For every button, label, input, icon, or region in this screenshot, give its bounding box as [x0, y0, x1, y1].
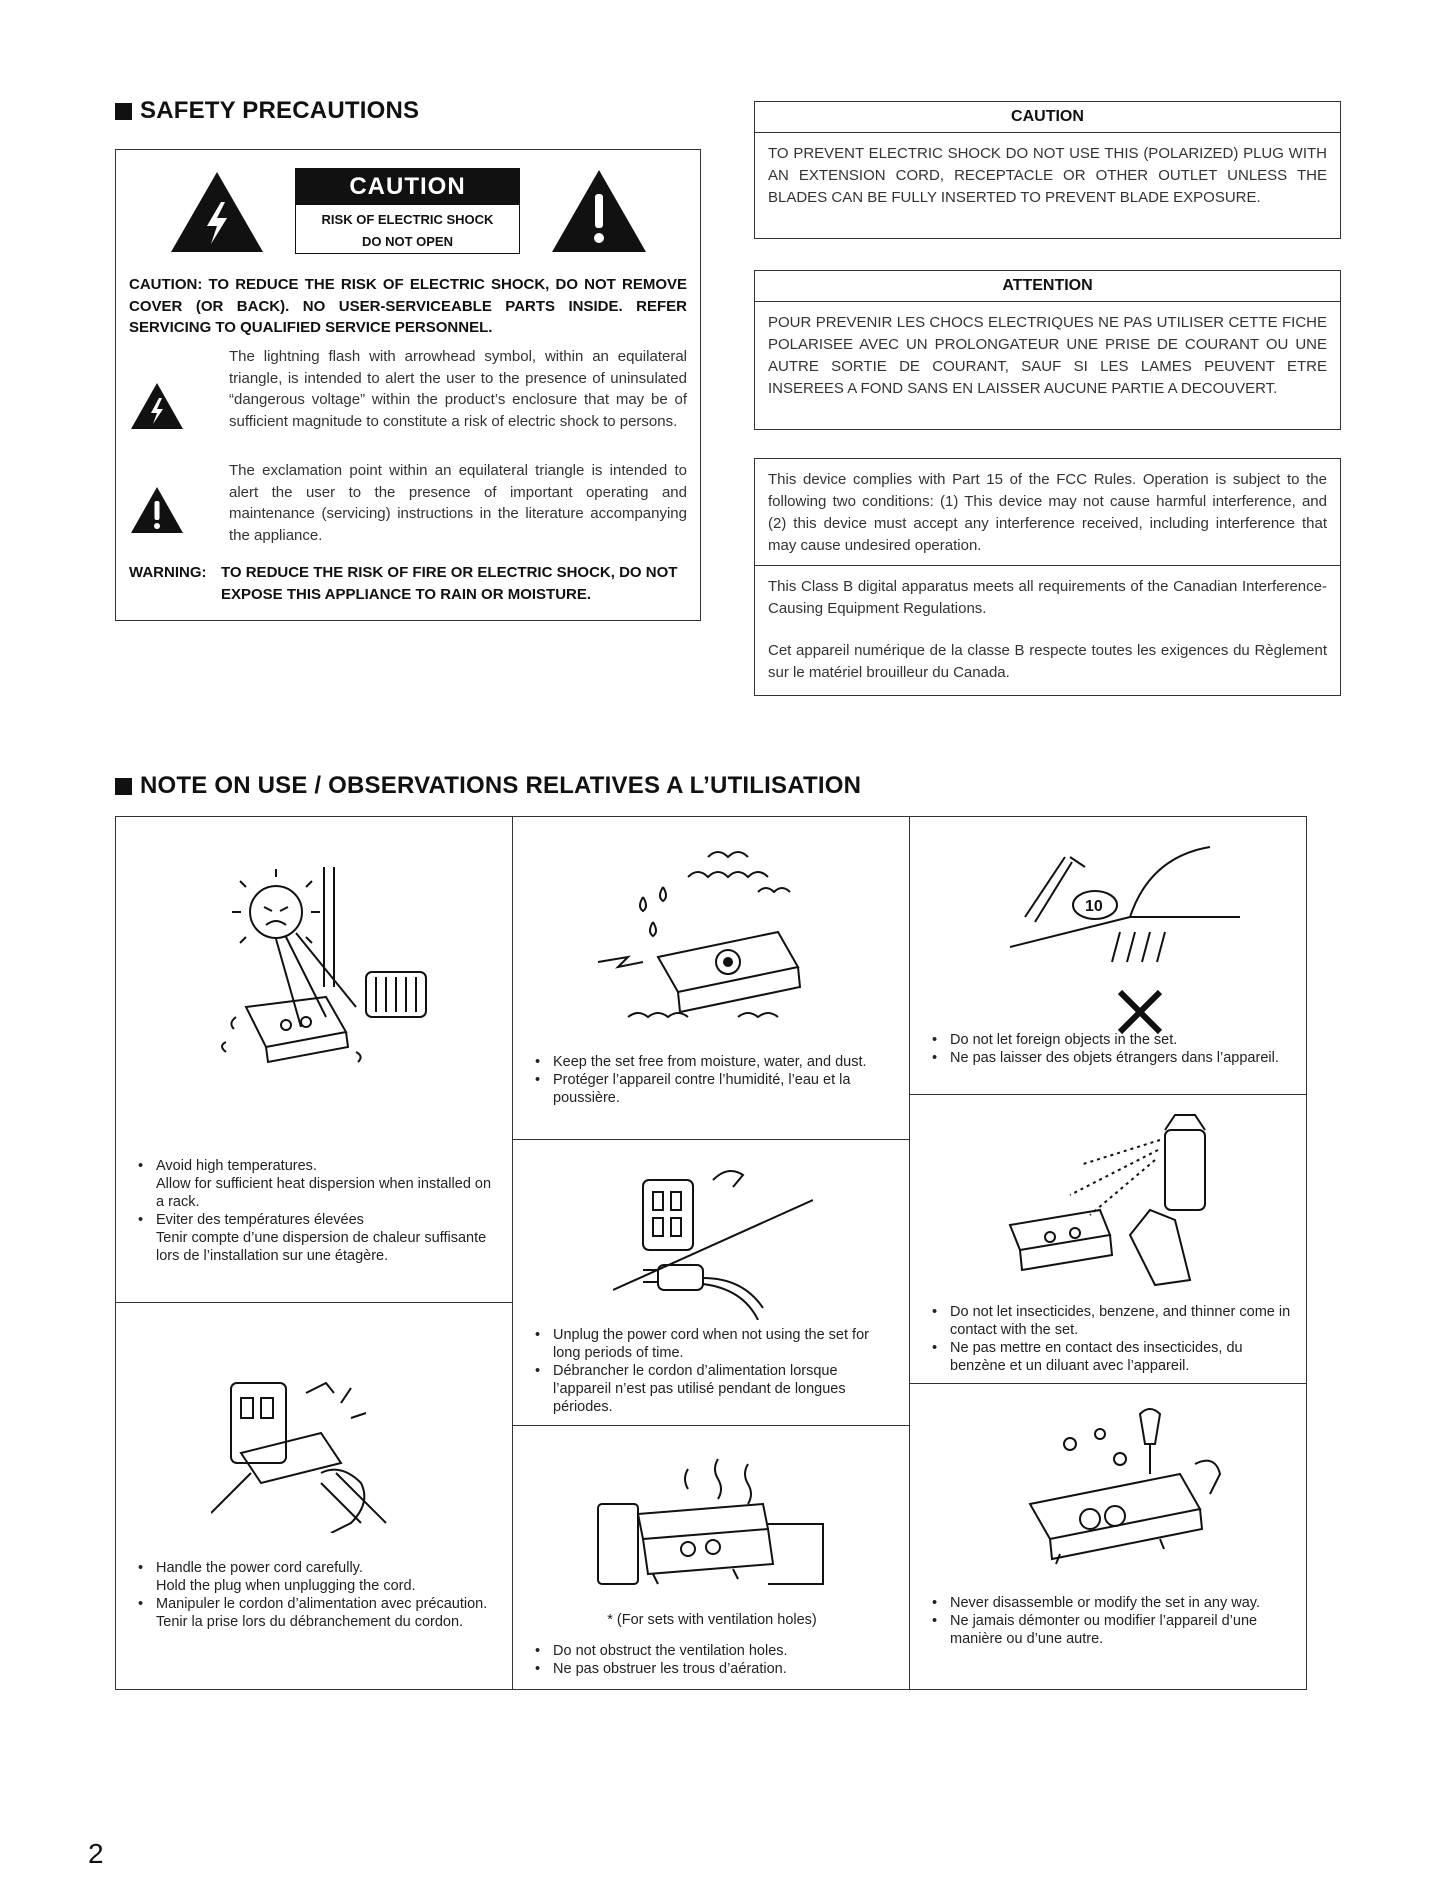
note-cell-unplug: [512, 1139, 910, 1426]
unplug-illustration: [613, 1160, 813, 1320]
caution-box-text: TO PREVENT ELECTRIC SHOCK DO NOT USE THIS (POLARIZED) PLUG WITH AN EXTENSION CORD, RECEPTACLE OR OTHER OUTLET UNLESS THE BLADES CAN BE FULLY INSERTED TO PREVENT BLADE EXPOSURE.: [768, 145, 1327, 206]
fcc-text: This device complies with Part 15 of the FCC Rules. Operation is subject to the following two conditions: (1) This device may not cause harmful interference, and (2) this device must accept any interference received, including interference that may cause undesired operation.: [755, 459, 1340, 566]
vent-bullet-fr: • Ne pas obstruer les trous d’aération.: [553, 1660, 894, 1678]
unplug-bullet-fr: • Débrancher le cordon d’alimentation lorsque l’appareil n’est pas utilisé pendant de longues périodes.: [553, 1362, 894, 1416]
exclamation-triangle-icon: [550, 168, 648, 254]
disassemble-bullet-en: • Never disassemble or modify the set in any way.: [950, 1594, 1291, 1612]
moisture-illustration: [588, 837, 838, 1037]
note-cell-chemicals: [909, 1094, 1307, 1384]
foreign-bullets: [928, 1031, 1291, 1067]
chemicals-bullet-en: • Do not let insecticides, benzene, and thinner come in contact with the set.: [950, 1303, 1291, 1339]
note-heading-text: NOTE ON USE / OBSERVATIONS RELATIVES A L’UTILISATION: [140, 772, 862, 799]
chemicals-bullet-fr: • Ne pas mettre en contact des insecticides, du benzène et un diluant avec l’appareil.: [950, 1339, 1291, 1375]
foreign-bullet-fr: • Ne pas laisser des objets étrangers dans l’appareil.: [950, 1049, 1291, 1067]
warning-text: TO REDUCE THE RISK OF FIRE OR ELECTRIC SHOCK, DO NOT EXPOSE THIS APPLIANCE TO RAIN OR MOISTURE.: [221, 564, 678, 603]
page-number: 2: [88, 1838, 104, 1869]
exclamation-text: The exclamation point within an equilateral triangle is intended to alert the user to the presence of important operating and maintenance (servicing) instructions in the literature accompanying the appliance.: [229, 462, 687, 544]
cord-handling-illustration: [211, 1363, 411, 1533]
moisture-bullet-en: • Keep the set free from moisture, water, and dust.: [553, 1053, 894, 1071]
caution-text: CAUTION: TO REDUCE THE RISK OF ELECTRIC SHOCK, DO NOT REMOVE COVER (OR BACK). NO USER-SERVICEABLE PARTS INSIDE. REFER SERVICING TO QUALIFIED SERVICE PERSONNEL.: [129, 276, 687, 336]
unplug-bullets: [531, 1326, 894, 1416]
note-cell-moisture: [512, 816, 910, 1140]
vent-note: * (For sets with ventilation holes): [607, 1612, 817, 1628]
lightning-text: The lightning flash with arrowhead symbol, within an equilateral triangle, is intended to alert the user to the presence of uninsulated “dangerous voltage” within the product’s enclosure that may be of sufficient magnitude to constitute a risk of electric shock to persons.: [229, 348, 687, 430]
note-cell-disassemble: [909, 1383, 1307, 1690]
note-cell-cord: [115, 1302, 513, 1690]
warning-label: WARNING:: [129, 564, 207, 581]
caution-label: CAUTION: [296, 169, 519, 205]
foreign-objects-illustration: [1010, 837, 1240, 1037]
note-cell-vent: [512, 1425, 910, 1690]
chemicals-bullets: [928, 1303, 1291, 1375]
caution-box: [754, 101, 1341, 239]
attention-box-title: ATTENTION: [755, 271, 1340, 302]
caution-label-panel: [295, 168, 520, 254]
fcc-box: [754, 458, 1341, 696]
heat-bullet-en: • Avoid high temperatures. Allow for sufficient heat dispersion when installed on a rack.: [156, 1157, 497, 1211]
note-cell-foreign: [909, 816, 1307, 1095]
exclamation-small-icon: [130, 486, 184, 534]
cord-bullets: [134, 1559, 497, 1631]
attention-box-text: POUR PREVENIR LES CHOCS ELECTRIQUES NE PAS UTILISER CETTE FICHE POLARISEE AVEC UN PROLONGATEUR UNE PRISE DE COURANT OU UNE AUTRE SORTIE DE COURANT, SAUF SI LES LAMES PEUVENT ETRE INSEREES A FOND SANS EN LAISSER AUCUNE PARTIE A DECOUVERT.: [768, 314, 1327, 397]
caution-box-title: CAUTION: [755, 102, 1340, 133]
disassemble-bullet-fr: • Ne jamais démonter ou modifier l’appareil d’une manière ou d’une autre.: [950, 1612, 1291, 1648]
disassemble-illustration: [1010, 1404, 1240, 1574]
lightning-triangle-icon: [169, 170, 265, 254]
heat-bullet-fr: • Eviter des températures élevées Tenir compte d’une dispersion de chaleur suffisante lors de l’installation sur une étagère.: [156, 1211, 497, 1265]
moisture-bullets: [531, 1053, 894, 1107]
foreign-bullet-en: • Do not let foreign objects in the set.: [950, 1031, 1291, 1049]
risk-line-1: RISK OF ELECTRIC SHOCK: [321, 212, 494, 227]
moisture-bullet-fr: • Protéger l’appareil contre l’humidité, l’eau et la poussière.: [553, 1071, 894, 1107]
heading-square-icon: [115, 778, 132, 795]
risk-line-2: DO NOT OPEN: [361, 234, 453, 249]
coin-label: 10: [1085, 898, 1103, 915]
safety-heading-text: SAFETY PRECAUTIONS: [140, 97, 420, 124]
attention-box: [754, 270, 1341, 430]
safety-heading: [115, 97, 419, 125]
canada-en-text: This Class B digital apparatus meets all requirements of the Canadian Interference-Causing Equipment Regulations.: [768, 578, 1327, 617]
unplug-bullet-en: • Unplug the power cord when not using the set for long periods of time.: [553, 1326, 894, 1362]
vent-bullets: [531, 1642, 894, 1678]
cord-bullet-fr: • Manipuler le cordon d’alimentation avec précaution. Tenir la prise lors du débranchement du cordon.: [156, 1595, 497, 1631]
cord-bullet-en: • Handle the power cord carefully. Hold the plug when unplugging the cord.: [156, 1559, 497, 1595]
heat-bullets: [134, 1157, 497, 1265]
safety-box: [115, 149, 701, 621]
chemicals-illustration: [990, 1105, 1240, 1295]
canada-fr-text: Cet appareil numérique de la classe B respecte toutes les exigences du Règlement sur le matériel brouilleur du Canada.: [768, 642, 1327, 681]
lightning-small-icon: [130, 382, 184, 430]
note-heading: [115, 772, 861, 800]
disassemble-bullets: [928, 1594, 1291, 1648]
heat-illustration: [206, 867, 446, 1077]
vent-bullet-en: • Do not obstruct the ventilation holes.: [553, 1642, 894, 1660]
vent-illustration: [593, 1454, 833, 1594]
note-cell-heat: [115, 816, 513, 1303]
heading-square-icon: [115, 103, 132, 120]
